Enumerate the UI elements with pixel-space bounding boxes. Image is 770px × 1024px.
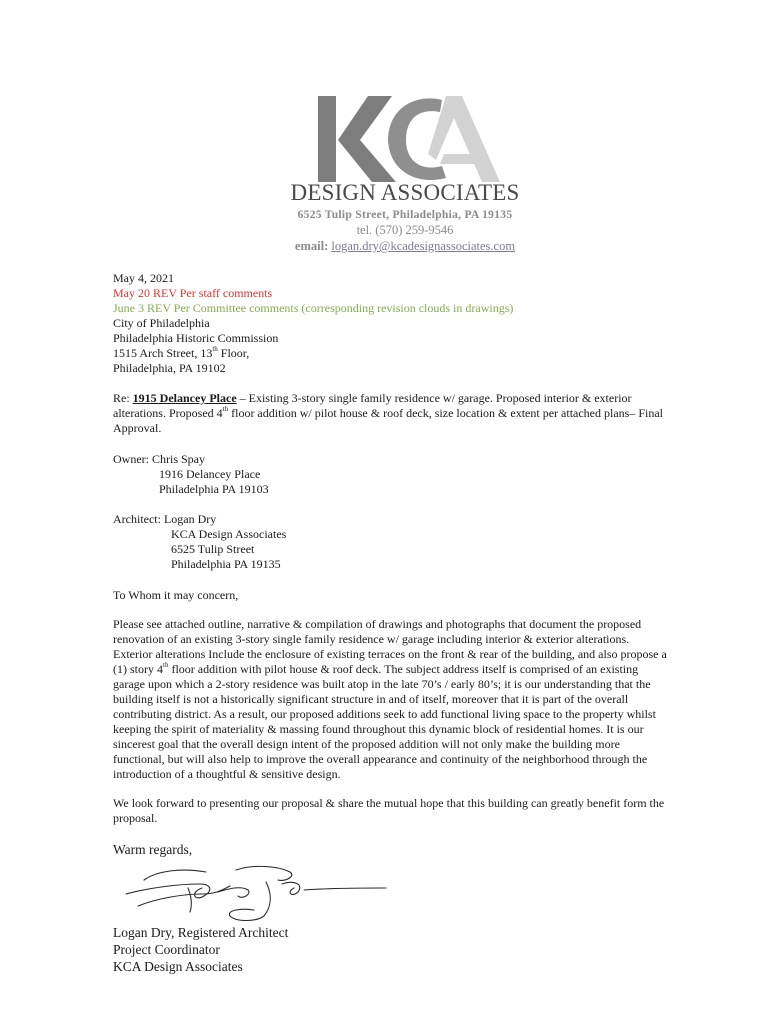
- email-label: email:: [294, 239, 329, 253]
- architect-line-1: KCA Design Associates: [171, 527, 287, 541]
- project-address: 1915 Delancey Place: [132, 391, 237, 405]
- paragraph-line: proposal.: [113, 811, 158, 825]
- signer-firm: KCA Design Associates: [113, 959, 243, 974]
- paragraph-line: (1) story 4th floor addition with pilot house & roof deck. The subject address itself is comprised of an existing: [113, 661, 639, 676]
- recipient-line-4: Philadelphia, PA 19102: [113, 361, 226, 375]
- paragraph-line: Please see attached outline, narrative & compilation of drawings and photographs that document the proposed: [113, 617, 642, 631]
- header-block: [113, 271, 703, 376]
- salutation: To Whom it may concern,: [113, 588, 239, 602]
- paragraph-line: garage upon which a 2-story residence was built atop in the late 70’s / early 80’s; it is our understanding that the: [113, 677, 651, 691]
- paragraph-line: sincerest goal that the overall design intent of the proposed addition will not only make the building more: [113, 737, 620, 751]
- owner-block: [113, 452, 703, 497]
- owner-address-2: Philadelphia PA 19103: [159, 482, 269, 496]
- salutation-block: [113, 588, 703, 603]
- paragraph-line: introduction of a thoughtful & sensitive design.: [113, 767, 341, 781]
- body-paragraph-2: [113, 796, 703, 826]
- signer-name: Logan Dry, Registered Architect: [113, 925, 289, 940]
- paragraph-line: building itself is not a historically significant structure in and of itself, moreover that it is part of the overall: [113, 692, 629, 706]
- revision-note-2: June 3 REV Per Committee comments (corresponding revision clouds in drawings): [113, 301, 514, 315]
- paragraph-line: keeping the spirit of materiality & massing found throughout this dynamic block of residential homes. It is our: [113, 722, 644, 736]
- paragraph-line: Exterior alterations Include the enclosure of existing terraces on the front & rear of the building, and also propose a: [113, 647, 667, 661]
- body-paragraph-1: [113, 617, 703, 782]
- recipient-line-1: City of Philadelphia: [113, 316, 210, 330]
- firm-address: 6525 Tulip Street, Philadelphia, PA 19135: [297, 209, 513, 221]
- architect-line-2: 6525 Tulip Street: [171, 542, 255, 556]
- re-line-3: Approval.: [113, 421, 162, 435]
- signer-block: [113, 924, 288, 975]
- re-line-2: alterations. Proposed 4th floor addition w/ pilot house & roof deck, size location & extent per attached plans– Final: [113, 405, 663, 420]
- owner-label: Owner: Chris Spay: [113, 452, 205, 466]
- firm-phone: tel. (570) 259-9546: [356, 223, 454, 237]
- revision-note-1: May 20 REV Per staff comments: [113, 286, 273, 300]
- signer-title: Project Coordinator: [113, 942, 220, 957]
- paragraph-line: renovation of an existing 3-story single family residence w/ garage including interior & exterior alterations.: [113, 632, 630, 646]
- kca-logo: [316, 94, 500, 184]
- recipient-line-3: 1515 Arch Street, 13th Floor,: [113, 345, 250, 360]
- re-block: [113, 391, 703, 436]
- architect-line-3: Philadelphia PA 19135: [171, 557, 281, 571]
- firm-email-line: [0, 239, 770, 254]
- architect-block: [113, 512, 703, 572]
- re-line-1: Re: 1915 Delancey Place – Existing 3-story single family residence w/ garage. Proposed interior & exterior: [113, 391, 632, 405]
- architect-label: Architect: Logan Dry: [113, 512, 217, 526]
- owner-address-1: 1916 Delancey Place: [159, 467, 261, 481]
- letter-date: May 4, 2021: [113, 271, 174, 285]
- closing: Warm regards,: [113, 842, 193, 857]
- email-link[interactable]: logan.dry@kcadesignassociates.com: [331, 239, 516, 253]
- paragraph-line: We look forward to presenting our proposal & share the mutual hope that this building can greatly benefit form the: [113, 796, 665, 810]
- recipient-line-2: Philadelphia Historic Commission: [113, 331, 279, 345]
- paragraph-line: contributing district. As a result, our proposed additions seek to add functional living space to the property whilst: [113, 707, 656, 721]
- handwritten-signature: [118, 862, 388, 924]
- firm-name: DESIGN ASSOCIATES: [290, 180, 520, 205]
- paragraph-line: functional, but will also help to improve the overall appearance and continuity of the neighborhood through the: [113, 752, 648, 766]
